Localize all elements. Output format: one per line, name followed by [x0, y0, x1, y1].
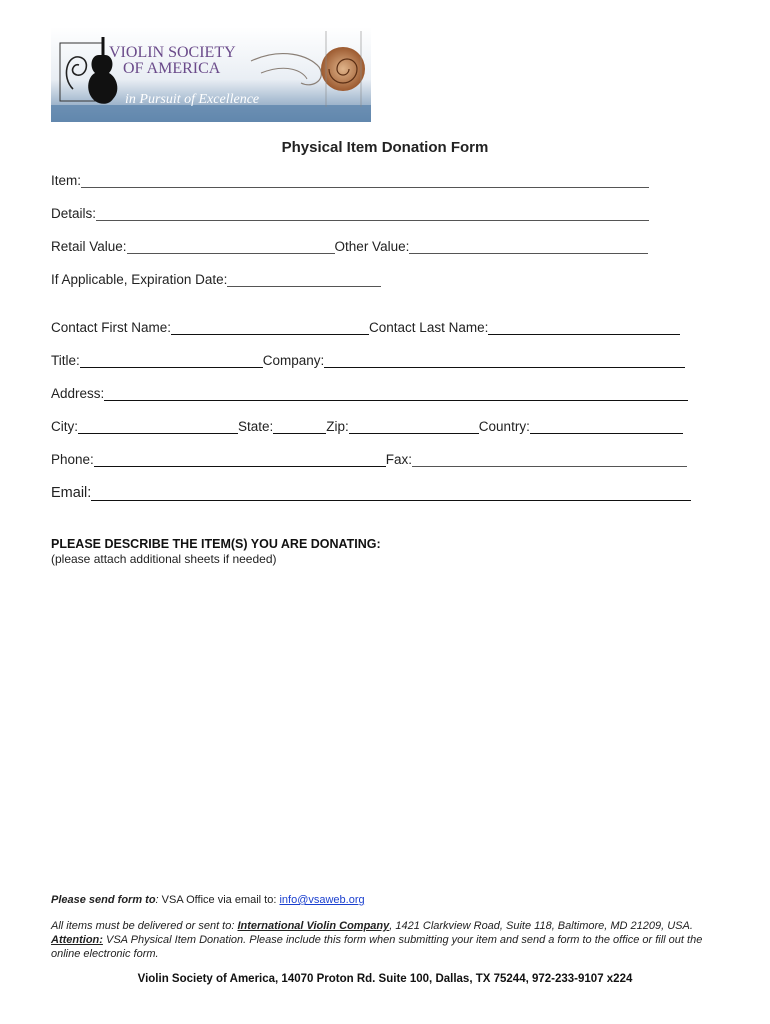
send-text: VSA Office via email to:	[158, 894, 280, 906]
email-label: Email:	[51, 485, 92, 501]
phone-label: Phone:	[51, 452, 94, 467]
details-row	[51, 206, 649, 221]
send-colon: :	[155, 894, 159, 906]
other-value-field[interactable]	[409, 239, 648, 254]
state-field[interactable]	[273, 419, 326, 434]
city-label: City:	[51, 419, 78, 434]
vsa-logo	[51, 27, 371, 122]
delivery-prefix: All items must be delivered or sent to:	[51, 920, 238, 932]
company-field[interactable]	[324, 353, 685, 368]
country-label: Country:	[478, 419, 530, 434]
item-label: Item:	[51, 173, 82, 188]
address-label: Address:	[51, 386, 105, 401]
retail-value-field[interactable]	[127, 239, 335, 254]
form-title: Physical Item Donation Form	[281, 139, 489, 156]
expiration-row	[51, 272, 381, 287]
country-field[interactable]	[530, 419, 683, 434]
contact-first-field[interactable]	[171, 320, 369, 335]
details-label: Details:	[51, 206, 97, 221]
send-instructions	[51, 894, 365, 906]
contact-last-label: Contact Last Name:	[369, 320, 489, 335]
contact-row	[51, 320, 680, 335]
delivery-company: International Violin Company	[237, 920, 390, 932]
fax-label: Fax:	[385, 452, 413, 467]
logo-line2: OF AMERICA	[123, 60, 221, 77]
expiration-label: If Applicable, Expiration Date:	[51, 272, 228, 287]
delivery-note	[51, 919, 731, 961]
logo-line1: VIOLIN SOCIETY	[109, 44, 236, 61]
title-company-row	[51, 353, 685, 368]
send-prefix: Please send form to	[51, 894, 156, 906]
retail-value-label: Retail Value:	[51, 239, 127, 254]
fax-field[interactable]	[412, 452, 687, 467]
other-value-label: Other Value:	[334, 239, 410, 254]
email-field[interactable]	[91, 486, 691, 501]
city-field[interactable]	[78, 419, 238, 434]
phone-row	[51, 452, 687, 467]
item-row	[51, 173, 649, 188]
footer-address: Violin Society of America, 14070 Proton Rd. Suite 100, Dallas, TX 75244, 972-233-9107 x224	[137, 973, 633, 985]
address-field[interactable]	[104, 386, 688, 401]
state-label: State:	[238, 419, 274, 434]
details-field[interactable]	[96, 206, 649, 221]
address-row	[51, 386, 688, 401]
description-heading: PLEASE DESCRIBE THE ITEM(S) YOU ARE DONATING:	[51, 537, 381, 551]
contact-last-field[interactable]	[488, 320, 680, 335]
value-row	[51, 239, 648, 254]
attention-text: VSA Physical Item Donation. Please include this form when submitting your item and send a form to the office or fill out the online electronic form.	[51, 934, 703, 960]
email-row	[51, 485, 691, 501]
zip-label: Zip:	[326, 419, 349, 434]
company-label: Company:	[262, 353, 325, 368]
contact-first-label: Contact First Name:	[51, 320, 172, 335]
attention-label: Attention:	[51, 934, 103, 946]
vsa-email-link[interactable]: info@vsaweb.org	[279, 894, 365, 906]
item-field[interactable]	[81, 173, 649, 188]
phone-field[interactable]	[94, 452, 386, 467]
delivery-address: , 1421 Clarkview Road, Suite 118, Baltimore, MD 21209, USA.	[389, 920, 693, 932]
zip-field[interactable]	[349, 419, 479, 434]
logo-tagline: in Pursuit of Excellence	[125, 92, 260, 107]
city-row	[51, 419, 683, 434]
expiration-field[interactable]	[227, 272, 381, 287]
title-label: Title:	[51, 353, 80, 368]
description-subheading: (please attach additional sheets if needed)	[51, 552, 277, 566]
title-field[interactable]	[80, 353, 263, 368]
